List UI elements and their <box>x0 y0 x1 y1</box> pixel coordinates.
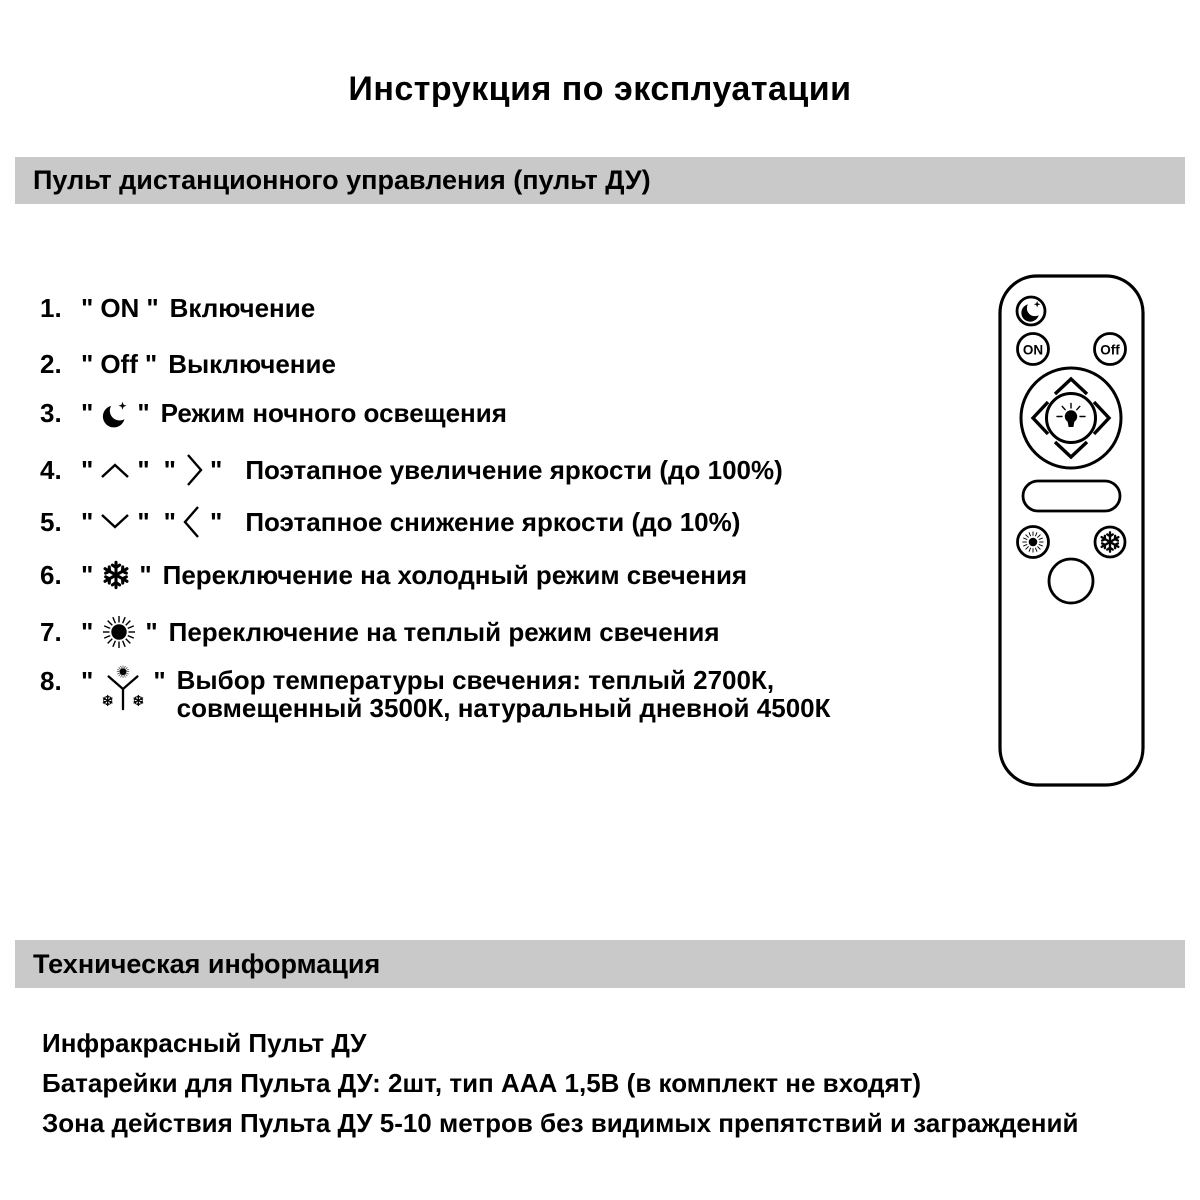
item-text: Режим ночного освещения <box>160 397 507 428</box>
quote-mark: " <box>137 454 150 485</box>
quote-mark: " <box>81 559 94 590</box>
item-number: 3. <box>40 397 62 428</box>
section-heading-remote <box>15 157 1185 204</box>
instruction-item-8 <box>40 666 830 722</box>
item-number: 6. <box>40 559 62 590</box>
instruction-item-4 <box>40 453 783 487</box>
moon-star-icon <box>100 398 130 428</box>
quote-mark: " <box>81 665 94 696</box>
tech-line-2: Батарейки для Пульта ДУ: 2шт, тип ААА 1,5В (в комплект не входят) <box>42 1068 922 1098</box>
quote-mark: " <box>139 559 152 590</box>
instruction-item-3 <box>40 396 507 430</box>
quote-mark: " <box>81 348 94 379</box>
chevron-right-icon <box>183 452 203 488</box>
quote-mark: " <box>81 506 94 537</box>
svg-text:ON: ON <box>1022 342 1044 358</box>
chevron-left-icon <box>183 504 203 540</box>
quote-mark: " <box>81 454 94 485</box>
on-label: ON <box>100 292 140 323</box>
quote-mark: " <box>145 616 158 647</box>
item-text: Переключение на теплый режим свечения <box>168 616 720 647</box>
remote-control-illustration <box>995 271 1150 791</box>
quote-mark: " <box>209 454 223 485</box>
quote-mark: " <box>81 292 94 323</box>
section-heading-tech <box>15 940 1185 988</box>
instruction-item-7 <box>40 615 720 649</box>
section-heading-tech-label: Техническая информация <box>33 948 381 979</box>
item-text-line1: Выбор температуры свечения: теплый 2700К, <box>176 665 775 695</box>
quote-mark: " <box>163 454 176 485</box>
item-number: 2. <box>40 348 62 379</box>
item-number: 1. <box>40 292 62 323</box>
quote-mark: " <box>137 397 150 428</box>
chevron-up-icon <box>100 460 130 480</box>
tech-line-1: Инфракрасный Пульт ДУ <box>42 1028 367 1058</box>
item-text: Включение <box>169 292 316 323</box>
section-heading-remote-label: Пульт дистанционного управления (пульт ДУ) <box>33 165 651 195</box>
item-text-line2: совмещенный 3500К, натуральный дневной 4500К <box>176 693 831 723</box>
quote-mark: " <box>137 506 150 537</box>
quote-mark: " <box>81 397 94 428</box>
temperature-select-icon <box>100 664 146 712</box>
page-title: Инструкция по эксплуатации <box>348 70 852 108</box>
instruction-item-6 <box>40 558 747 592</box>
item-number: 7. <box>40 616 62 647</box>
svg-text:Off: Off <box>1100 342 1120 358</box>
instruction-item-5 <box>40 505 740 539</box>
instruction-item-1 <box>40 291 315 325</box>
warm-sun-icon <box>100 613 138 651</box>
quote-mark: " <box>146 292 159 323</box>
item-text: Поэтапное увеличение яркости (до 100%) <box>245 454 783 485</box>
item-text: Поэтапное снижение яркости (до 10%) <box>245 506 741 537</box>
item-number: 5. <box>40 506 62 537</box>
item-text: Выключение <box>168 348 336 379</box>
quote-mark: " <box>163 506 176 537</box>
item-text: Переключение на холодный режим свечения <box>162 559 748 590</box>
item-number: 4. <box>40 454 62 485</box>
snowflake-icon <box>100 559 132 591</box>
chevron-down-icon <box>100 512 130 532</box>
warm-sun-icon <box>1022 531 1043 552</box>
tech-line-3: Зона действия Пульта ДУ 5-10 метров без видимых препятствий и заграждений <box>42 1108 1079 1138</box>
quote-mark: " <box>209 506 223 537</box>
quote-mark: " <box>153 665 166 696</box>
instruction-item-2 <box>40 347 336 381</box>
quote-mark: " <box>81 616 94 647</box>
quote-mark: " <box>144 348 158 379</box>
off-label: Off <box>100 348 138 379</box>
item-number: 8. <box>40 665 62 696</box>
